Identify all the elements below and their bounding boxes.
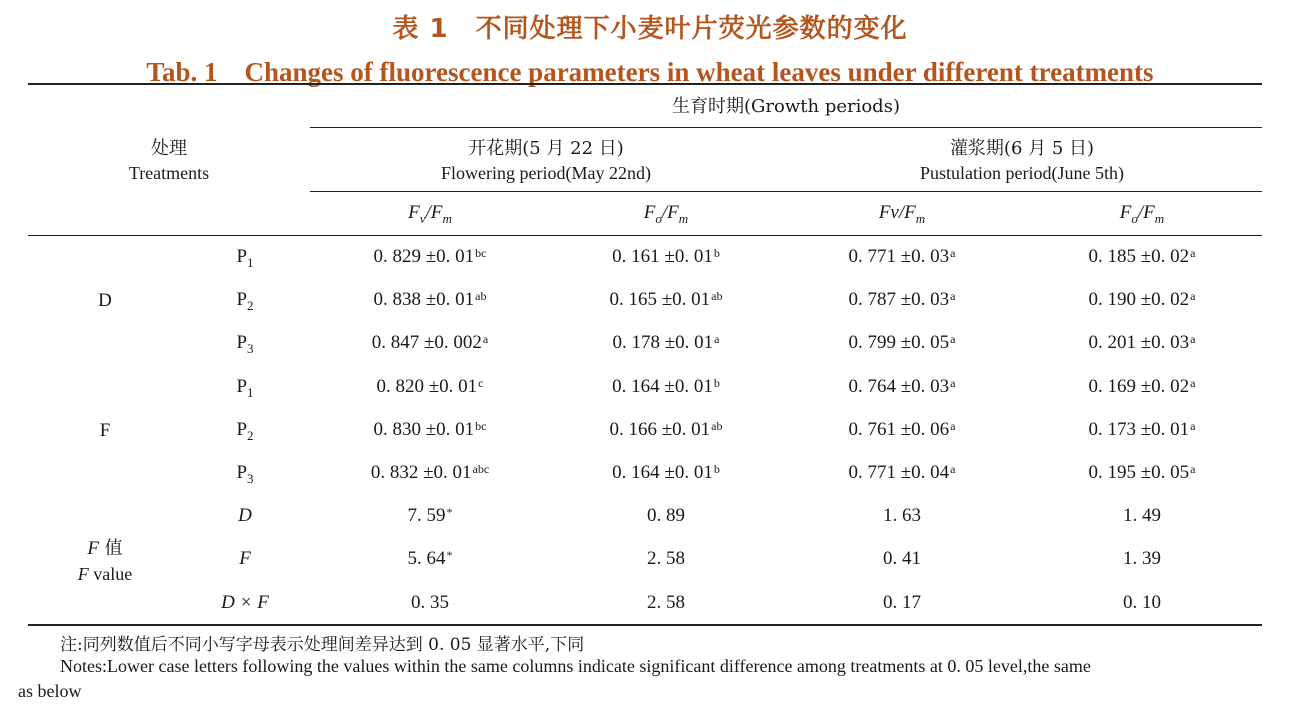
growth-periods-rule [310,127,1262,128]
group-label-d: D [98,290,112,311]
table-cell [550,376,782,398]
note-en-line2: as below [18,681,82,701]
table-cell [550,419,782,441]
table-cell-letter: a [1190,332,1196,347]
row-label [200,332,290,355]
f-value-cell [310,592,550,614]
f-value-cell-letter: * [446,548,453,563]
f-value-row-label: D [238,505,252,527]
f-value-cell [782,592,1022,614]
table-cell-value: 0. 166 ±0. 01 [609,418,711,440]
f-value-cell-value: 1. 39 [1123,548,1161,570]
table-cell-value: 0. 830 ±0. 01 [373,418,475,440]
row-label-subscript: 2 [247,298,254,314]
f-value-cell [310,505,550,527]
f-value-cell [550,505,782,527]
f-value-row-label: D × F [221,591,269,613]
table-cell [1022,419,1262,441]
table-cell-letter: a [950,289,956,304]
table-cell [310,332,550,354]
treatment-header-en: Treatments [128,163,210,183]
f-value-cell-value: 0. 10 [1123,591,1161,613]
table-cell-value: 0. 761 ±0. 06 [848,418,950,440]
table-cell-value: 0. 185 ±0. 02 [1088,246,1190,267]
f-value-cell [310,548,550,570]
f-value-cell [550,592,782,614]
table-cell [782,246,1022,268]
table-cell [782,462,1022,484]
flowering-header-en: Flowering period(May 22nd) [441,163,651,183]
row-label [200,246,290,269]
table-cell-value: 0. 164 ±0. 01 [612,375,713,397]
table-cell [310,376,550,398]
row-label [200,289,290,312]
period-rule [310,191,1262,192]
table-cell-value: 0. 195 ±0. 05 [1088,462,1190,483]
table-cell-value: 0. 161 ±0. 01 [612,246,713,267]
col-header-fv-fm-filling: $Fv/F_m$ [878,202,926,226]
table-cell-letter: abc [472,462,490,476]
table-cell [550,246,782,268]
row-label-subscript: 2 [247,427,254,443]
f-value-cell-value: 2. 58 [647,548,685,570]
table-cell [782,332,1022,354]
table-cell [310,246,550,268]
table-cell [550,332,782,354]
row-label-subscript: 3 [247,341,254,357]
table-cell-letter: bc [475,246,487,260]
f-value-cell-value: 0. 41 [883,548,921,570]
table-cell-letter: a [950,246,956,260]
table-cell [1022,289,1262,311]
table-cell-letter: bc [475,418,487,433]
row-label-subscript: 1 [247,384,254,400]
growth-periods-header: 生育时期(Growth periods) [672,96,900,117]
table-cell [782,376,1022,398]
table-cell-value: 0. 820 ±0. 01 [376,375,478,397]
group-label-fvalue-en: F value [77,564,133,584]
f-value-cell-value: 2. 58 [647,591,685,613]
table-cell-value: 0. 169 ±0. 02 [1088,375,1190,397]
flowering-header-cn: 开花期(5 月 22 日) [468,138,624,159]
group-label-fvalue-cn: F 值 [87,538,123,559]
table-cell-value: 0. 165 ±0. 01 [609,289,711,311]
table-cell-value: 0. 201 ±0. 03 [1088,332,1190,354]
table-cell [782,289,1022,311]
table-cell-value: 0. 173 ±0. 01 [1088,418,1190,440]
row-label-text: P [236,418,248,440]
table-cell-value: 0. 832 ±0. 01 [370,462,472,483]
table-title-en: Tab. 1 Changes of fluorescence parameters in wheat leaves under different treatments [146,57,1154,87]
table-cell [310,289,550,311]
f-value-cell-value: 0. 35 [411,591,449,613]
table-cell-letter: a [714,332,720,347]
f-value-cell-value: 5. 64 [407,548,446,570]
f-value-cell-value: 7. 59 [407,505,446,527]
table-cell [1022,462,1262,484]
f-value-cell-value: 1. 49 [1123,505,1161,527]
table-cell-letter: a [1190,375,1196,390]
f-value-cell [1022,592,1262,614]
f-value-cell [1022,505,1262,527]
row-label-text: P [236,375,248,397]
treatment-header-cn: 处理 [151,138,187,159]
table-cell-value: 0. 799 ±0. 05 [848,332,950,354]
note-en-line1: Notes:Lower case letters following the values within the same columns indicate significant difference among treatments at 0. 05 level,the same [60,656,1091,676]
filling-header-en: Pustulation period(June 5th) [920,163,1124,183]
row-label-text: P [236,246,248,267]
table-cell-letter: b [713,462,720,476]
table-cell-value: 0. 847 ±0. 002 [371,332,482,354]
top-rule [28,83,1262,85]
col-header-fo-fm-flowering: $F_o/F_m$ [643,202,689,226]
table-cell-letter: a [482,332,489,347]
f-value-cell [782,548,1022,570]
note-cn: 注:同列数值后不同小写字母表示处理间差异达到 0. 05 显著水平,下同 [60,635,585,655]
table-cell-letter: a [1190,289,1196,304]
table-cell-letter: a [950,332,956,347]
row-label-text: P [236,462,248,483]
f-value-cell [550,548,782,570]
col-header-fv-fm-flowering: $F_v/F_m$ [408,202,452,226]
table-cell-letter: a [1190,462,1196,476]
table-cell-value: 0. 787 ±0. 03 [848,289,950,311]
table-cell-letter: ab [711,418,723,433]
row-label-subscript: 1 [247,255,254,270]
table-cell-value: 0. 164 ±0. 01 [612,462,713,483]
table-cell-letter: a [950,418,956,433]
row-label [200,419,290,442]
f-value-cell [782,505,1022,527]
table-cell-letter: b [713,375,720,390]
table-cell [782,419,1022,441]
f-value-cell-value: 0. 89 [647,505,685,527]
table-cell [310,462,550,484]
row-label-text: P [236,332,248,354]
f-value-cell-value: 0. 17 [883,591,921,613]
table-cell-value: 0. 829 ±0. 01 [373,246,475,267]
row-label-text: P [236,289,248,311]
header-bottom-rule [28,235,1262,236]
table-cell-letter: ab [711,289,723,304]
table-cell-value: 0. 190 ±0. 02 [1088,289,1190,311]
table-cell-letter: a [950,462,956,476]
filling-header-cn: 灌浆期(6 月 5 日) [949,138,1095,159]
table-title-cn: 表 1 不同处理下小麦叶片荧光参数的变化 [392,14,908,44]
table-cell-letter: a [950,375,956,390]
f-value-cell-letter: * [446,505,453,520]
table-cell [550,289,782,311]
table-cell-letter: a [1190,418,1196,433]
table-cell-value: 0. 764 ±0. 03 [848,375,950,397]
f-value-row-label: F [239,548,251,570]
row-label [200,376,290,399]
col-header-fo-fm-filling: $F_o/F_m$ [1119,202,1165,226]
table-cell [1022,332,1262,354]
table-cell-letter: b [713,246,720,260]
table-cell-letter: ab [475,289,487,304]
table-cell [550,462,782,484]
table-cell-value: 0. 178 ±0. 01 [612,332,714,354]
table-cell [1022,246,1262,268]
table-cell-value: 0. 771 ±0. 03 [848,246,950,267]
f-value-cell-value: 1. 63 [883,505,921,527]
row-label [200,462,290,485]
table-cell [1022,376,1262,398]
table-cell-value: 0. 771 ±0. 04 [848,462,950,483]
bottom-rule [28,624,1262,626]
table-cell-letter: c [478,375,484,390]
table-cell-letter: a [1190,246,1196,260]
f-value-cell [1022,548,1262,570]
table-cell-value: 0. 838 ±0. 01 [373,289,475,311]
table-cell [310,419,550,441]
row-label-subscript: 3 [247,471,254,486]
group-label-f: F [99,420,111,441]
